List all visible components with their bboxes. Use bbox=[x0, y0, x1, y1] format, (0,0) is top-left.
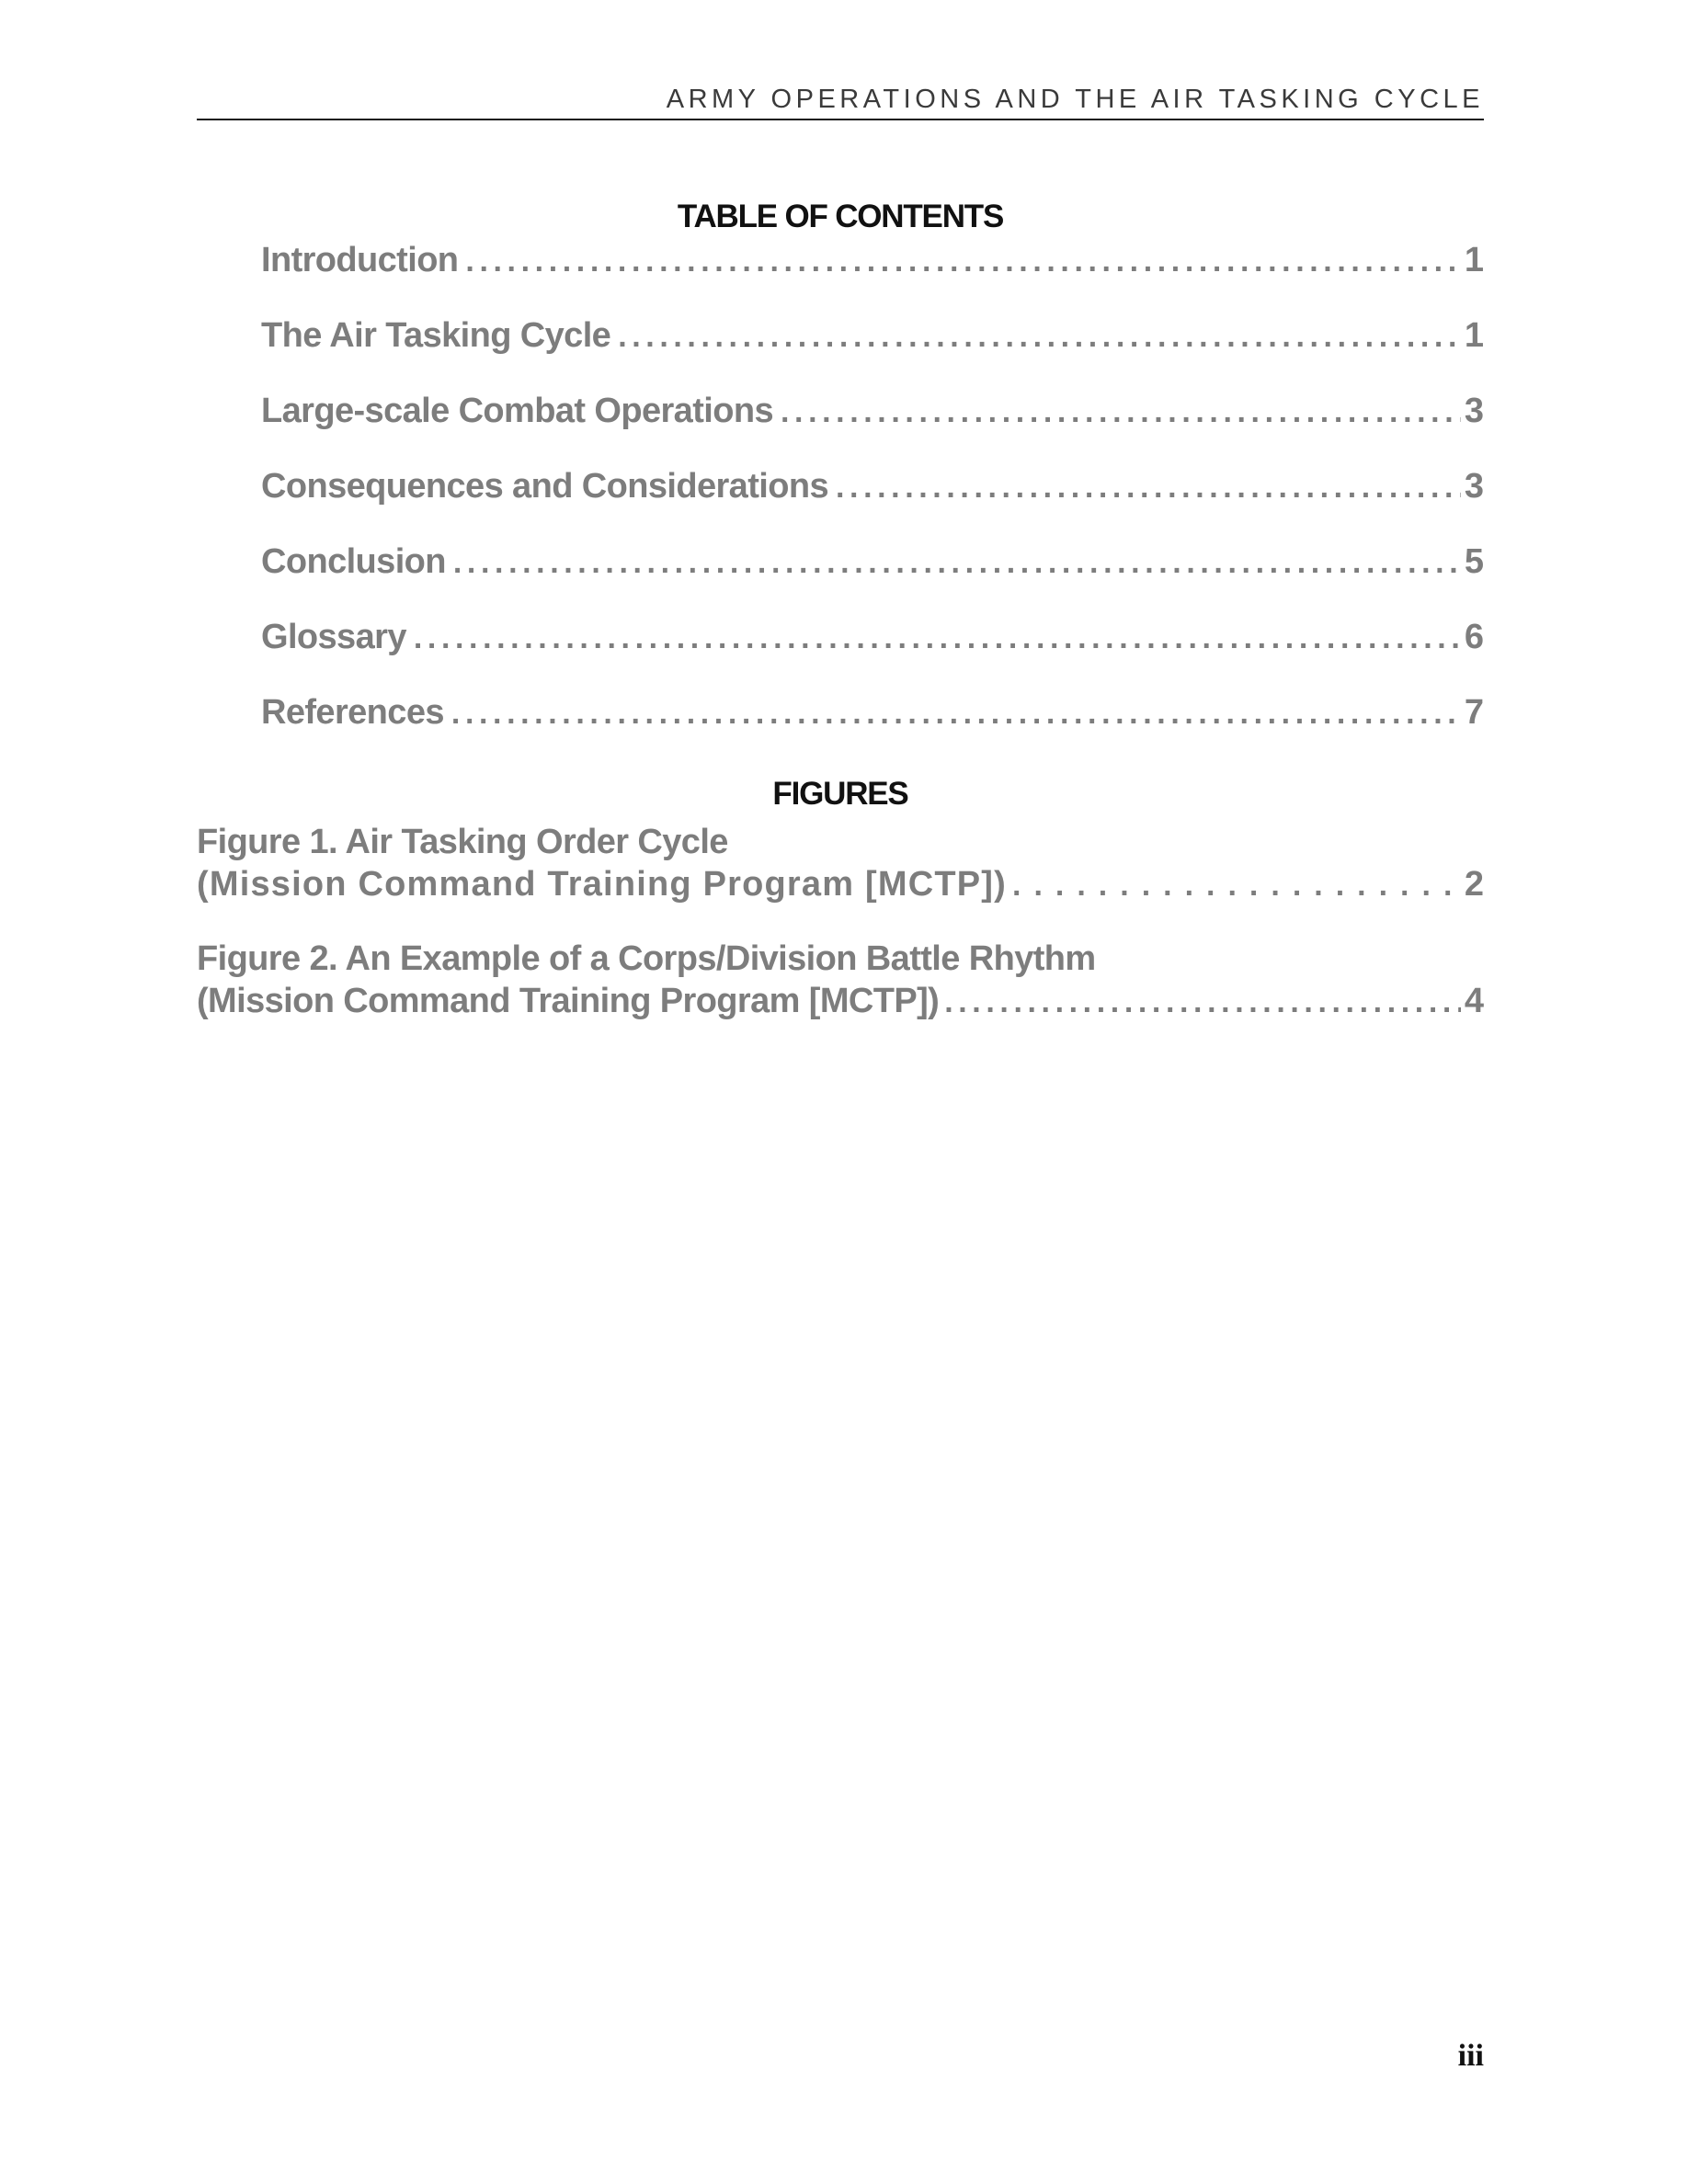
figure-entry-title: Figure 2. An Example of a Corps/Division Battle Rhythm bbox=[197, 939, 1096, 978]
toc-entry-title: The Air Tasking Cycle bbox=[261, 316, 611, 355]
toc-entry-glossary[interactable] bbox=[261, 618, 1484, 693]
page-number: iii bbox=[1457, 2039, 1484, 2073]
toc-entry-page: 1 bbox=[1464, 241, 1484, 279]
figure-entry-page: 2 bbox=[1464, 865, 1484, 904]
toc-entry-page: 3 bbox=[1464, 467, 1484, 506]
figure-entry-title: Figure 1. Air Tasking Order Cycle bbox=[197, 823, 728, 861]
dot-leader bbox=[618, 319, 1461, 355]
dot-leader bbox=[465, 244, 1460, 279]
table-of-contents bbox=[261, 241, 1484, 768]
running-header: ARMY OPERATIONS AND THE AIR TASKING CYCLE bbox=[666, 85, 1484, 114]
dot-leader bbox=[1012, 864, 1461, 906]
figure-entry-source: (Mission Command Training Program [MCTP]) bbox=[197, 982, 940, 1020]
figure-entry-source: (Mission Command Training Program [MCTP]) bbox=[197, 865, 1008, 904]
toc-entry-references[interactable] bbox=[261, 693, 1484, 768]
header-rule bbox=[197, 119, 1484, 120]
toc-entry-consequences-and-considerations[interactable] bbox=[261, 467, 1484, 542]
toc-entry-title: Consequences and Considerations bbox=[261, 467, 828, 506]
figure-entry-2[interactable] bbox=[197, 938, 1484, 1023]
dot-leader bbox=[453, 545, 1461, 581]
toc-entry-large-scale-combat-operations[interactable] bbox=[261, 392, 1484, 467]
toc-entry-title: Introduction bbox=[261, 241, 459, 279]
dot-leader bbox=[414, 620, 1461, 656]
toc-entry-page: 7 bbox=[1464, 693, 1484, 732]
dot-leader bbox=[781, 394, 1461, 430]
toc-entry-page: 5 bbox=[1464, 542, 1484, 581]
figure-entry-source-line bbox=[197, 980, 1484, 1023]
figure-entry-source-line bbox=[197, 863, 1484, 906]
toc-entry-page: 1 bbox=[1464, 316, 1484, 355]
toc-entry-conclusion[interactable] bbox=[261, 542, 1484, 618]
dot-leader bbox=[944, 981, 1461, 1023]
toc-entry-title: Large-scale Combat Operations bbox=[261, 392, 773, 430]
toc-entry-page: 3 bbox=[1464, 392, 1484, 430]
figure-entry-1[interactable] bbox=[197, 821, 1484, 906]
dot-leader bbox=[836, 470, 1461, 506]
toc-entry-title: References bbox=[261, 693, 444, 732]
dot-leader bbox=[451, 696, 1461, 732]
toc-heading: TABLE OF CONTENTS bbox=[677, 199, 1004, 234]
toc-entry-title: Conclusion bbox=[261, 542, 446, 581]
figure-entry-page: 4 bbox=[1464, 982, 1484, 1020]
toc-entry-title: Glossary bbox=[261, 618, 406, 656]
list-of-figures bbox=[197, 821, 1484, 1054]
toc-entry-introduction[interactable] bbox=[261, 241, 1484, 316]
toc-entry-page: 6 bbox=[1464, 618, 1484, 656]
toc-entry-air-tasking-cycle[interactable] bbox=[261, 316, 1484, 392]
figures-heading: FIGURES bbox=[772, 776, 908, 812]
